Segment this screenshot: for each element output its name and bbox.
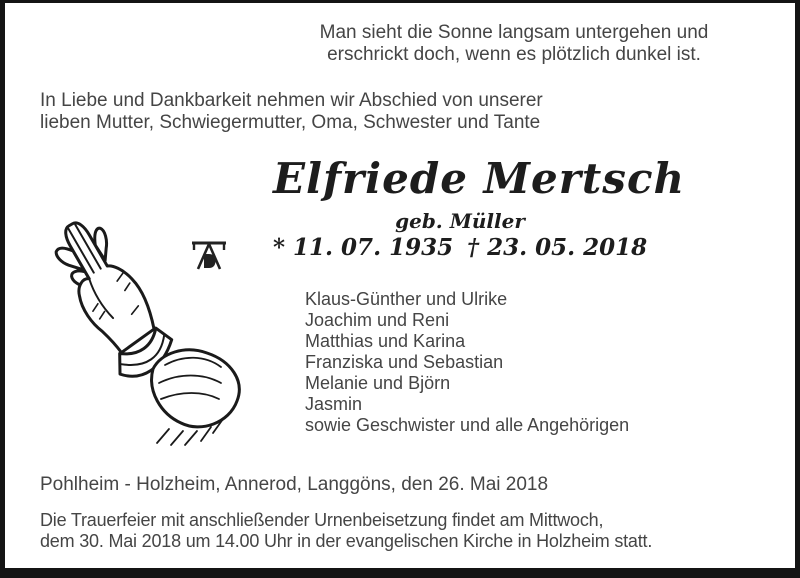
funeral-info — [40, 510, 652, 552]
mourner-line: sowie Geschwister und alle Angehörigen — [305, 415, 630, 435]
intro-line-2: lieben Mutter, Schwiegermutter, Oma, Schwester und Tante — [40, 112, 541, 133]
places-date-line: Pohlheim - Holzheim, Annerod, Langgöns, den 26. Mai 2018 — [40, 474, 549, 495]
mourner-line: Melanie und Björn — [305, 373, 451, 393]
deceased-name: Elfriede Mertsch — [273, 154, 686, 203]
funeral-line-1: Die Trauerfeier mit anschließender Urnenbeisetzung findet am Mittwoch, — [40, 510, 604, 530]
memorial-quote — [288, 22, 740, 66]
memorial-quote-line-2: erschrickt doch, wenn es plötzlich dunkel ist. — [327, 44, 701, 65]
intro-line-1: In Liebe und Dankbarkeit nehmen wir Abschied von unserer — [40, 90, 543, 111]
life-dates — [273, 235, 647, 261]
duerer-ad-monogram-icon — [192, 243, 226, 269]
death-date: † 23. 05. 2018 — [467, 234, 648, 261]
mourner-line: Matthias und Karina — [305, 331, 466, 351]
praying-hands-icon — [49, 197, 269, 449]
memorial-quote-line-1: Man sieht die Sonne langsam untergehen und — [319, 22, 709, 43]
birth-date: * 11. 07. 1935 — [273, 234, 454, 261]
mourner-line: Franziska und Sebastian — [305, 352, 504, 372]
mourners-list — [305, 289, 629, 436]
mourner-line: Klaus-Günther und Ulrike — [305, 289, 508, 309]
mourner-line: Joachim und Reni — [305, 310, 450, 330]
funeral-line-2: dem 30. Mai 2018 um 14.00 Uhr in der evangelischen Kirche in Holzheim statt. — [40, 531, 653, 551]
intro-text — [40, 90, 543, 134]
mourner-line: Jasmin — [305, 394, 363, 414]
deceased-block — [273, 153, 686, 261]
maiden-name: geb. Müller — [395, 209, 525, 233]
